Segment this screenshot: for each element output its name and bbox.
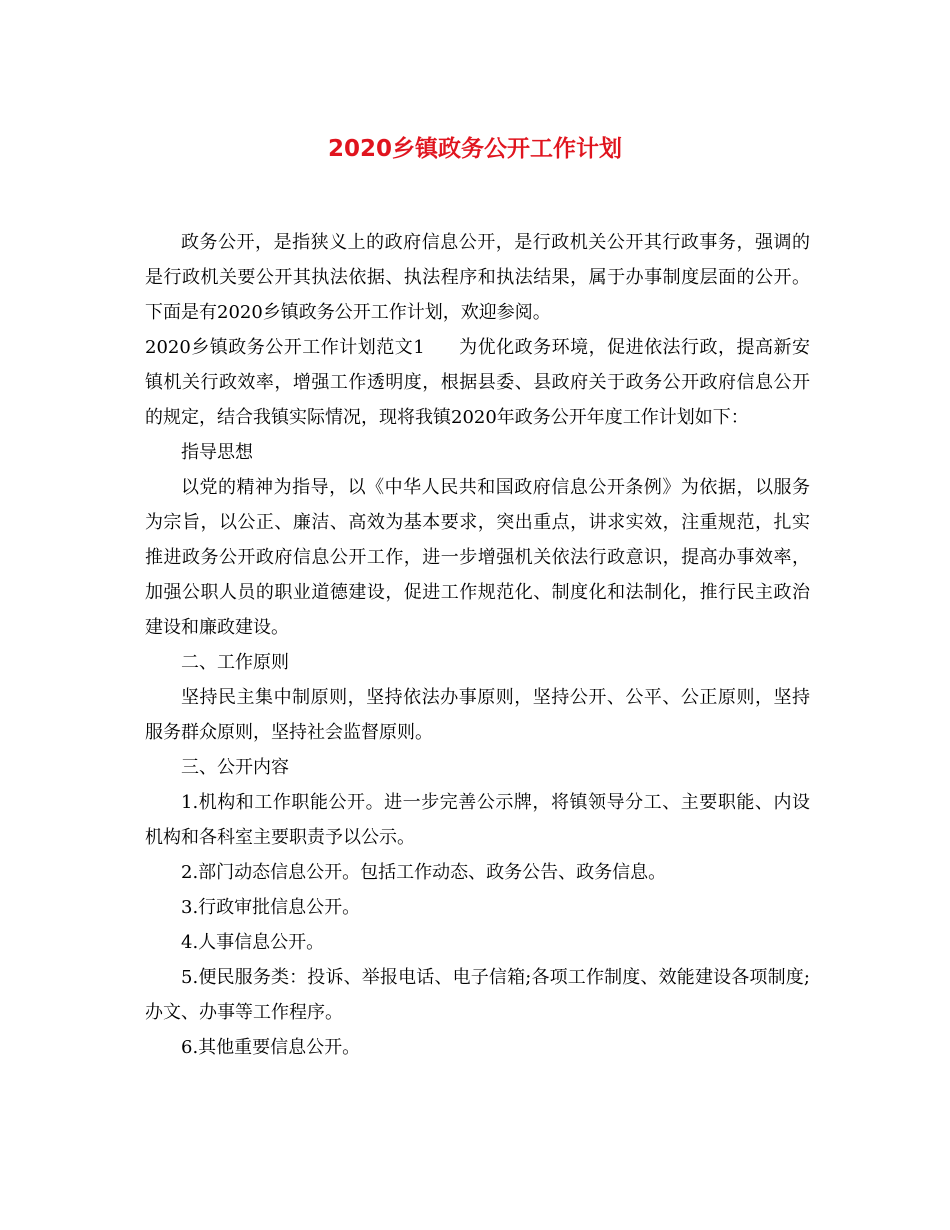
document-body: [145, 225, 810, 1065]
content-item-6: 6.其他重要信息公开。: [181, 1037, 361, 1058]
principles-paragraph: 坚持民主集中制原则，坚持依法办事原则，坚持公开、公平、公正原则，坚持服务群众原则，坚持社会监督原则。: [145, 687, 810, 743]
content-item-4: 4.人事信息公开。: [181, 932, 325, 953]
section-heading-content: 三、公开内容: [181, 757, 289, 778]
content-item-3: 3.行政审批信息公开。: [181, 897, 361, 918]
guidance-paragraph: 以党的精神为指导，以《中华人民共和国政府信息公开条例》为依据，以服务为宗旨，以公正、廉洁、高效为基本要求，突出重点，讲求实效，注重规范，扎实推进政务公开政府信息公开工作，进一步增强机关依法行政意识，提高办事效率，加强公职人员的职业道德建设，促进工作规范化、制度化和法制化，推行民主政治建设和廉政建设。: [145, 477, 810, 638]
plan-paragraph: [145, 330, 810, 435]
sample-heading: 2020乡镇政务公开工作计划范文1: [145, 337, 425, 358]
document-title: 2020乡镇政务公开工作计划: [327, 136, 622, 162]
content-item-5: 5.便民服务类：投诉、举报电话、电子信箱;各项工作制度、效能建设各项制度;办文、办事等工作程序。: [145, 967, 810, 1023]
intro-paragraph: 政务公开，是指狭义上的政府信息公开，是行政机关公开其行政事务，强调的是行政机关要公开其执法依据、执法程序和执法结果，属于办事制度层面的公开。下面是有2020乡镇政务公开工作计划，欢迎参阅。: [145, 232, 810, 323]
section-heading-guidance: 指导思想: [181, 442, 253, 463]
section-heading-principles: 二、工作原则: [181, 652, 289, 673]
content-item-1: 1.机构和工作职能公开。进一步完善公示牌，将镇领导分工、主要职能、内设机构和各科室主要职责予以公示。: [145, 792, 810, 848]
content-item-2: 2.部门动态信息公开。包括工作动态、政务公告、政务信息。: [181, 862, 667, 883]
plan-intro-text: 为优化政务环境，促进依法行政，提高新安镇机关行政效率，增强工作透明度，根据县委、县政府关于政务公开政府信息公开的规定，结合我镇实际情况，现将我镇2020年政务公开年度工作计划如下：: [145, 337, 810, 428]
